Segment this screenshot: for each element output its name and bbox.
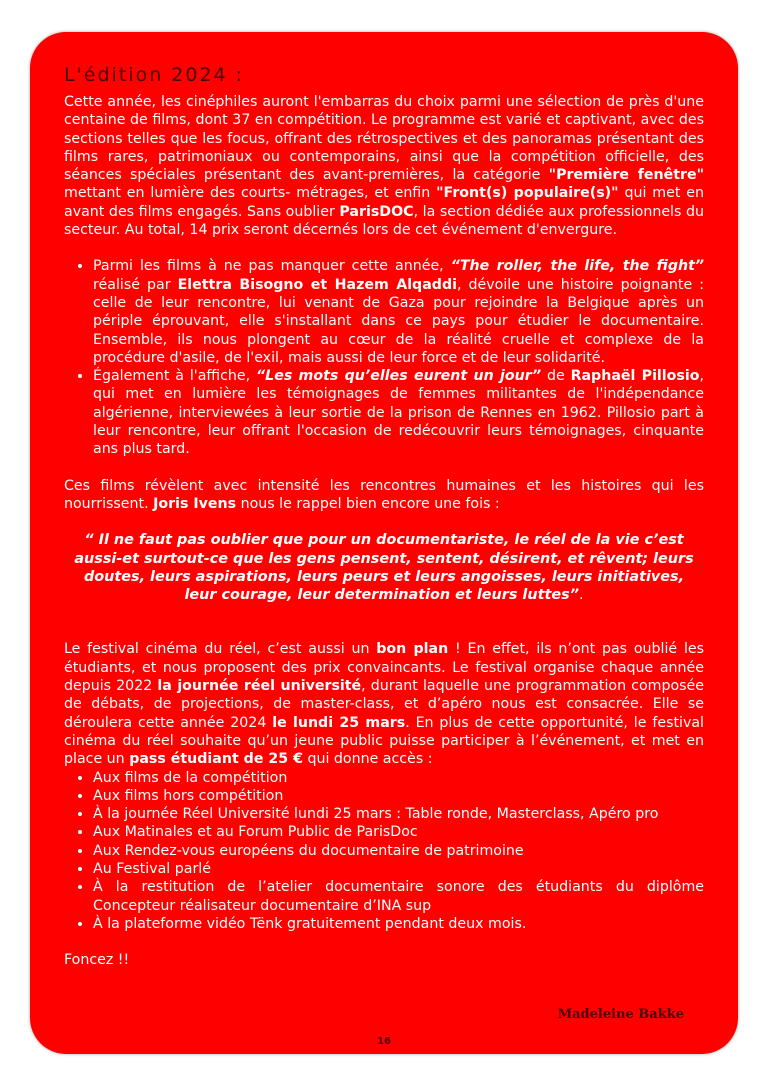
article-body [64,64,704,969]
page-card [30,32,738,1054]
access-item: • Aux Rendez-vous européens du documentaire de patrimoine [93,842,704,860]
film-title: “Les mots qu’elles eurent un jour” [256,368,542,385]
film-item: • Également à l'affiche, “Les mots qu’elles eurent un jour” de Raphaël Pillosio, qui met en lumière les témoignages de femmes militantes de l'indépendance algérienne, interviewées à leur sortie de la prison de Rennes en 1962. Pillosio part à leur rencontre, leur offrant l'occasion de redécouvrir leurs témoignages, cinquante ans plus tard. [93,367,704,458]
joris-ivens: Joris Ivens [153,495,237,512]
closing-line: Foncez !! [64,952,130,969]
journee-reel-universite: la journée réel université [157,678,362,695]
film-director: Elettra Bisogno et Hazem Alqaddi [177,276,457,293]
access-item: • À la restitution de l’atelier documentaire sonore des étudiants du diplôme Concepteur réalisateur documentaire d’INA sup [93,878,704,915]
category-fronts-populaires: "Front(s) populaire(s)" [436,185,619,202]
access-item: • Aux Matinales et au Forum Public de ParisDoc [93,823,704,841]
section-parisdoc: ParisDOC [339,203,414,220]
reveal-paragraph: Ces films révèlent avec intensité les rencontres humaines et les histoires qui les nourrissent. Joris Ivens nous le rappel bien encore une fois : [64,477,704,512]
access-item: • Au Festival parlé [93,860,704,878]
bon-plan: bon plan [376,641,449,658]
access-item: • À la journée Réel Université lundi 25 mars : Table ronde, Masterclass, Apéro pro [93,805,704,823]
student-pass: pass étudiant de 25 € [129,751,303,768]
access-list [64,769,704,934]
ivens-quote: “ Il ne faut pas oublier que pour un documentariste, le réel de la vie c’est aussi-et surtout-ce que les gens pensent, sentent, désirent, et rêvent; leurs doutes, leurs aspirations, leurs peurs et leurs angoisses, leurs initiatives, leur courage, leur determination et leurs luttes”. [74,532,694,604]
access-item: • Aux films hors compétition [93,787,704,805]
access-item: • Aux films de la compétition [93,769,704,787]
page-number: 16 [377,1036,391,1047]
intro-paragraph: Cette année, les cinéphiles auront l'embarras du choix parmi une sélection de près d'une centaine de films, dont 37 en compétition. Le programme est varié et captivant, avec des sections telles que les focus, offrant des rétrospectives et des panoramas présentant des films rares, patrimoniaux ou contemporains, ainsi que la compétition officielle, des séances spéciales présentant des avant-premières, la catégorie "Première fenêtre" mettant en lumière des courts- métrages, et enfin "Front(s) populaire(s)" qui met en avant des films engagés. Sans oublier ParisDOC, la section dédiée aux professionnels du secteur. Au total, 14 prix seront décernés lors de cet événement d'envergure. [64,94,704,239]
access-item: • À la plateforme vidéo Tënk gratuitement pendant deux mois. [93,915,704,933]
plan-paragraph: Le festival cinéma du réel, c’est aussi un bon plan ! En effet, ils n’ont pas oublié les étudiants, et nous proposent des prix convaincants. Le festival organise chaque année depuis 2022 la journée réel université, durant laquelle une programmation composée de débats, de projections, de master-class, et d’apéro nous est consacrée. Elle se déroulera cette année 2024 le lundi 25 mars. En plus de cette opportunité, le festival cinéma du réel souhaite qu’un jeune public puisse participer à l’événement, et met en place un pass étudiant de 25 € qui donne accès : [64,641,705,768]
film-director: Raphaël Pillosio [570,368,700,385]
film-title: “The roller, the life, the fight” [450,258,705,275]
film-list [64,257,704,458]
category-premiere-fenetre: "Première fenêtre" [548,167,704,184]
author-signature: Madeleine Bakke [557,1007,684,1022]
section-heading: L'édition 2024 : [64,64,245,86]
event-date: le lundi 25 mars [272,714,406,731]
film-item: • Parmi les films à ne pas manquer cette année, “The roller, the life, the fight” réalisé par Elettra Bisogno et Hazem Alqaddi, dévoile une histoire poignante : celle de leur rencontre, lui venant de Gaza pour rejoindre la Belgique après un périple éprouvant, elle s'installant dans ce pays pour étudier le documentaire. Ensemble, ils nous plongent au cœur de la réalité cruelle et complexe de la procédure d'asile, de l'exil, mais aussi de leur force et de leur solidarité. [93,257,704,367]
